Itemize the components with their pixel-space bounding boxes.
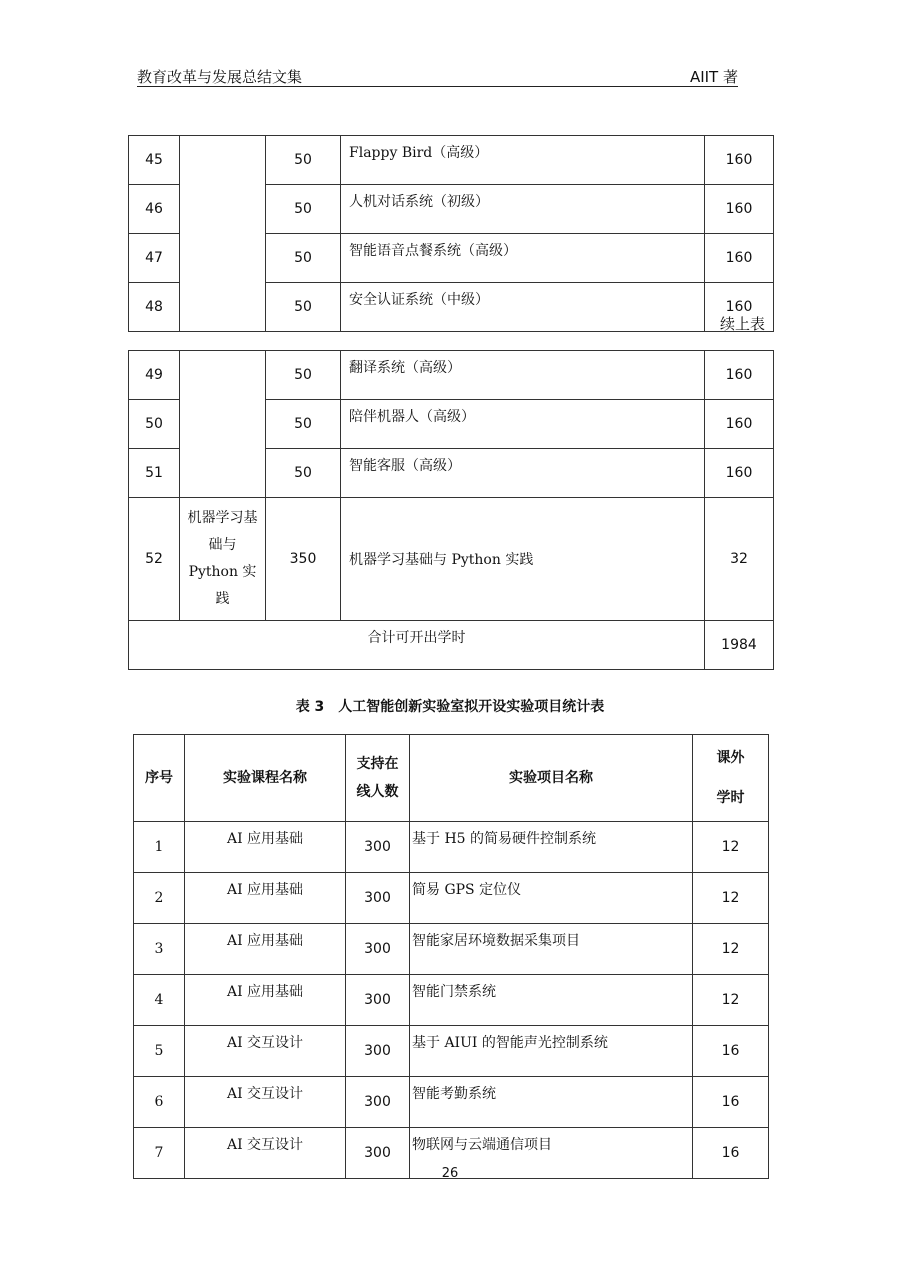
- cell-people: 300: [346, 1026, 410, 1077]
- cell-people: 50: [266, 400, 341, 449]
- header-hours: 课外学时: [693, 735, 769, 822]
- project-table-part2: [128, 350, 774, 670]
- cell-no: 5: [134, 1026, 185, 1077]
- cell-project: 智能考勤系统: [410, 1077, 693, 1128]
- cell-no: 7: [134, 1128, 185, 1179]
- cell-hours: 160: [705, 449, 774, 498]
- total-row: [129, 621, 774, 670]
- cell-project: 安全认证系统（中级）: [341, 283, 705, 332]
- cell-hours: 12: [693, 873, 769, 924]
- header-people: 支持在线人数: [346, 735, 410, 822]
- cell-hours: 160: [705, 136, 774, 185]
- cell-people: 50: [266, 234, 341, 283]
- cell-people: 50: [266, 449, 341, 498]
- cell-people: 50: [266, 185, 341, 234]
- cell-course: AI 应用基础: [185, 975, 346, 1026]
- cell-hours: 160: [705, 400, 774, 449]
- cell-hours: 16: [693, 1077, 769, 1128]
- cell-course-empty: [180, 351, 266, 498]
- cell-people: 50: [266, 283, 341, 332]
- cell-people: 50: [266, 351, 341, 400]
- cell-course: AI 应用基础: [185, 873, 346, 924]
- table-header-row: [134, 735, 769, 822]
- cell-no: 47: [129, 234, 180, 283]
- table-row: [129, 136, 774, 185]
- page-number: 26: [441, 1166, 459, 1181]
- cell-hours: 12: [693, 822, 769, 873]
- cell-project: Flappy Bird（高级）: [341, 136, 705, 185]
- cell-people: 300: [346, 975, 410, 1026]
- cell-hours: 32: [705, 498, 774, 621]
- table-row: [129, 498, 774, 621]
- cell-people: 50: [266, 136, 341, 185]
- cell-project: 智能家居环境数据采集项目: [410, 924, 693, 975]
- cell-no: 48: [129, 283, 180, 332]
- cell-project: 智能客服（高级）: [341, 449, 705, 498]
- cell-project: 基于 H5 的简易硬件控制系统: [410, 822, 693, 873]
- cell-course: AI 应用基础: [185, 822, 346, 873]
- header-title: 教育改革与发展总结文集: [137, 68, 303, 86]
- table-row: [134, 924, 769, 975]
- header-no: 序号: [134, 735, 185, 822]
- cell-project: 翻译系统（高级）: [341, 351, 705, 400]
- cell-project: 基于 AIUI 的智能声光控制系统: [410, 1026, 693, 1077]
- table-row: [129, 351, 774, 400]
- cell-project: 简易 GPS 定位仪: [410, 873, 693, 924]
- cell-no: 4: [134, 975, 185, 1026]
- cell-no: 51: [129, 449, 180, 498]
- cell-hours: 160: [705, 351, 774, 400]
- cell-no: 49: [129, 351, 180, 400]
- cell-project: 人机对话系统（初级）: [341, 185, 705, 234]
- cell-no: 2: [134, 873, 185, 924]
- cell-no: 1: [134, 822, 185, 873]
- cell-people: 300: [346, 924, 410, 975]
- cell-people: 300: [346, 873, 410, 924]
- cell-no: 6: [134, 1077, 185, 1128]
- cell-project: 物联网与云端通信项目: [410, 1128, 693, 1179]
- cell-no: 46: [129, 185, 180, 234]
- cell-course-empty: [180, 136, 266, 332]
- cell-course: AI 交互设计: [185, 1077, 346, 1128]
- cell-people: 350: [266, 498, 341, 621]
- cell-course: AI 应用基础: [185, 924, 346, 975]
- cell-no: 3: [134, 924, 185, 975]
- header-author: AIIT 著: [689, 68, 738, 86]
- table-row: [134, 1077, 769, 1128]
- header-course: 实验课程名称: [185, 735, 346, 822]
- cell-hours: 16: [693, 1128, 769, 1179]
- cell-no: 50: [129, 400, 180, 449]
- header-project: 实验项目名称: [410, 735, 693, 822]
- cell-project: 陪伴机器人（高级）: [341, 400, 705, 449]
- table3-caption: 表 3 人工智能创新实验室拟开设实验项目统计表: [295, 699, 605, 715]
- cell-hours: 160: [705, 283, 774, 332]
- project-table-part1: [128, 135, 774, 332]
- cell-people: 300: [346, 822, 410, 873]
- table-row: [134, 822, 769, 873]
- table-row: [134, 1026, 769, 1077]
- cell-hours: 12: [693, 975, 769, 1026]
- cell-course: 机器学习基础与Python 实践: [180, 498, 266, 621]
- cell-no: 52: [129, 498, 180, 621]
- continued-label: 续上表: [719, 315, 765, 333]
- page-header: [137, 66, 738, 87]
- cell-project: 智能语音点餐系统（高级）: [341, 234, 705, 283]
- cell-hours: 160: [705, 185, 774, 234]
- cell-project: 智能门禁系统: [410, 975, 693, 1026]
- cell-course: AI 交互设计: [185, 1026, 346, 1077]
- total-value: 1984: [705, 621, 774, 670]
- cell-no: 45: [129, 136, 180, 185]
- cell-hours: 16: [693, 1026, 769, 1077]
- cell-course: AI 交互设计: [185, 1128, 346, 1179]
- lab-project-table: [133, 734, 769, 1179]
- cell-people: 300: [346, 1077, 410, 1128]
- cell-people: 300: [346, 1128, 410, 1179]
- cell-project: 机器学习基础与 Python 实践: [341, 498, 705, 621]
- table-row: [134, 975, 769, 1026]
- table-row: [134, 873, 769, 924]
- total-label: 合计可开出学时: [129, 621, 705, 670]
- cell-hours: 12: [693, 924, 769, 975]
- cell-hours: 160: [705, 234, 774, 283]
